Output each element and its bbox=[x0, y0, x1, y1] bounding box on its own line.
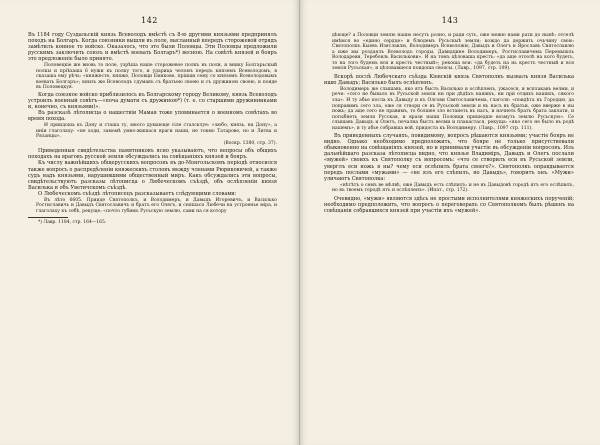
paragraph: Вскорѣ послѣ Любечскаго съѣзда Кіевскій князь Святополкъ вызвалъ князя Василька ишю Давыдъ; Василько былъ ослѣпленъ. bbox=[324, 73, 574, 86]
quotation: Половецкіе же вновь то поле, узрѣша наше сторожевое полкъ въ поли, и внику Болгарьскый полкы и пріѣхаша 6 нужи къ полку того, и ударица челомъ передъ княземъ Всеволодомъ, в сказаша ему рѣчь: «княжесте, княже, Половци Емякове, пріиши сему со княземъ Всеволодовымъ воевать Болгаръ»; книзъ же Всеволодъ сдумавъ съ братьею своею и съ дружиною своею, и поиде въ Половецкуя. bbox=[36, 63, 277, 91]
footnote-divider bbox=[28, 217, 68, 218]
quotation: дѣюще? а Половци землю нашю несуть розно, и ради суть, оже межю нами рати до нынѣ: отселѣ имѣмся во «едино сердце» и блюдемъ Русьскыѣ земли; кождо да держить очьчину свою: Святополкъ Кыевъ Изяславлю, Володимеръ Всеволожю, Давыдъ и Олегъ и Ярославъ Святославлю а иже мы роздаялъ Всеволодъ городы, Давидцине Володимеръ, Ростиславичема Перемышль Володареви, Теребовль Василькови». И на томъ цѣловаша крестъ: «да аще отселѣ на кого будеть, то на того будемъ вси и крестъ честный»; рекоша вси: «да будеть на нь крестъ честный и вся земля Русьская», и цѣловавшеся поидоша своясы. (Лавр., 1097, стр. 109). bbox=[332, 33, 574, 72]
right-page bbox=[300, 0, 600, 445]
citation: (Воскр. 1380, стр. 37). bbox=[223, 140, 277, 146]
paragraph: Въ приведенныхъ случаяхъ, повидимому, вопросъ рѣшаются князьями; участіе бояръ не видно. Однако необходимо предположить, что бояре не только присутствовали обыкновенно на совѣщаніяхъ князей, но и принимали участіе въ обсужденіи вопросовъ. Изъ дальнѣйшаго разсказа лѣтописца видно, что князья Владиміръ, Давыдъ и Олегъ послали «мужей» своихъ къ Святополку съ вопросомъ: «что се створилъ еси въ Русьской земли, уверглъ еси ножь в ны? чему еси ослѣпилъ брата своего?». Святополкъ оправдывается передъ послами «мужами» — «не язъ его слѣпилъ, но Давыдъ», говоритъ онъ. «Мужи» уличаютъ Святополка: bbox=[324, 133, 574, 182]
quotation: Володимеръ же слышавъ, яко ятъ бысть Василько и ослѣпленъ, ужасеся, и всплакавъ велми, и рече: «сего не бывало въ Русьской земли ни при дѣдѣхъ нашихъ, ни при отцихъ нашихъ, сякого зла». И ту абье посла къ Давыду и къ Олгови Святославичема, глаголя: «поидѣта къ Городцю, да поправимъ сего зла, оже ся створи се въ Русьской земли и въ насъ въ братьи, оже вверже в ны ножь; да аще сего не правимъ, то болшее зло встанеть въ насъ, и начнеть братъ брата заклати, и погыбнеть земля Русская, и врази наши Половци пришедше возмуть землю Русьскую». Се слышавъ Давыдъ и Олегъ, печална бысть велми и плакастася, рекуща: «яко сего не было въ родѣ нашемъ», и ту абье собравша вой, придоста къ Володимеру. (Лавр., 1097 стр. 111). bbox=[332, 86, 574, 131]
footnote: *) Лавр. 1184, стр. 164—165. bbox=[38, 220, 107, 226]
page-number-left: 142 bbox=[141, 16, 158, 25]
paragraph: Къ числу важнѣйшихъ общерусскихъ вопросовъ въ до-Монгольскомъ періодѣ относился также вопросъ о распредѣленіи княжескихъ столовъ между членами Рюриковичей, а также судъ надъ князьями, нарушившими общественный миръ. Какъ обсуждались эти вопросы, свидѣтельствуютъ разсказы лѣтописца о Любеческомъ съѣздѣ, объ ослѣпленіи князя Василька и объ Уветичскомъ съѣздѣ. bbox=[28, 160, 277, 191]
quotation: И приидоша къ Дону и сташа ту, много думающе сіле сталсклуе: «любо, князь, на Дону», а иніи глаголаху: «не ходи, замомѣ умно-жишася враги наши, не токмо Татарове, но и Литва и Рязанцы». bbox=[36, 123, 277, 140]
paragraph: Когда союзное войско приблизилось къ Болгарскому городу Великому, князь Всеволодъ устроилъ военный совѣтъ—«поча думати съ дружиною*) (т. е. со старшими дружинниками и, конечно, съ князьями)». bbox=[28, 91, 277, 111]
page-number-right: 143 bbox=[441, 16, 459, 25]
quotation: Въ лѣто 6605. Прииде Святополкъ, и Володимеръ, и Давыдъ Игоревичъ, и Василько Ростиславичь и Давыдъ Святославичъ и братъ его Олегъ, и сняшася Любечи на устроенье міра, и глаголаху къ себѣ, рекуще: «почто губимъ Русьскую землю, сами на ся котору bbox=[36, 197, 277, 214]
paragraph: Въ разсказѣ лѣтописца о нашествіи Мамая тоже упоминается о военномъ совѣтахъ во время похода. bbox=[28, 110, 277, 123]
paragraph: О Любеческомъ съѣздѣ лѣтописецъ разсказываетъ слѣдующими словами: bbox=[38, 190, 237, 197]
paragraph: Въ 1184 году Суздальскій князь Всеволодъ вмѣстѣ съ 8-ю другими князьями предпринялъ походъ на Болгаръ. Когда союзники вышли въ поле, высланный впередъ сторожевой отрядъ замѣтилъ конное то войско. Оказалось, что это были Половцы. Эти Половцы предложили русскимъ заключить союзъ и вмѣстѣ воевать Болгаръ*) весною. На совѣтѣ князей и бояръ это предложеніе было принято. bbox=[28, 32, 277, 63]
quotation: «нѣтѣтъ о семъ ве мѣлвѣ, оже Давыдъ есть слѣпилъ: и не въ Давыдовѣ городѣ ятъ его ослѣпилъ, но въ твоемъ городѣ ятъ и ослѣпленъ». (Ипат., стр. 172). bbox=[332, 182, 574, 194]
paragraph: Приведенныя свидѣтельства памятниковъ ясно указываютъ, что вопросы объ общихъ походахъ на враговъ русской земли обсуждались на совѣщаніяхъ князей и бояръ. bbox=[28, 148, 277, 161]
left-page-text bbox=[28, 32, 277, 431]
right-page-text bbox=[324, 32, 574, 431]
paragraph: Очевидно, «мужи» являются здѣсь не простыми исполнителями княжескихъ порученій; необходимо предположить, что вопросъ о переговорахъ со Святополкомъ былъ рѣшенъ на совѣщаніи собравшихся князей при участіи ихъ «мужей». bbox=[324, 195, 574, 214]
